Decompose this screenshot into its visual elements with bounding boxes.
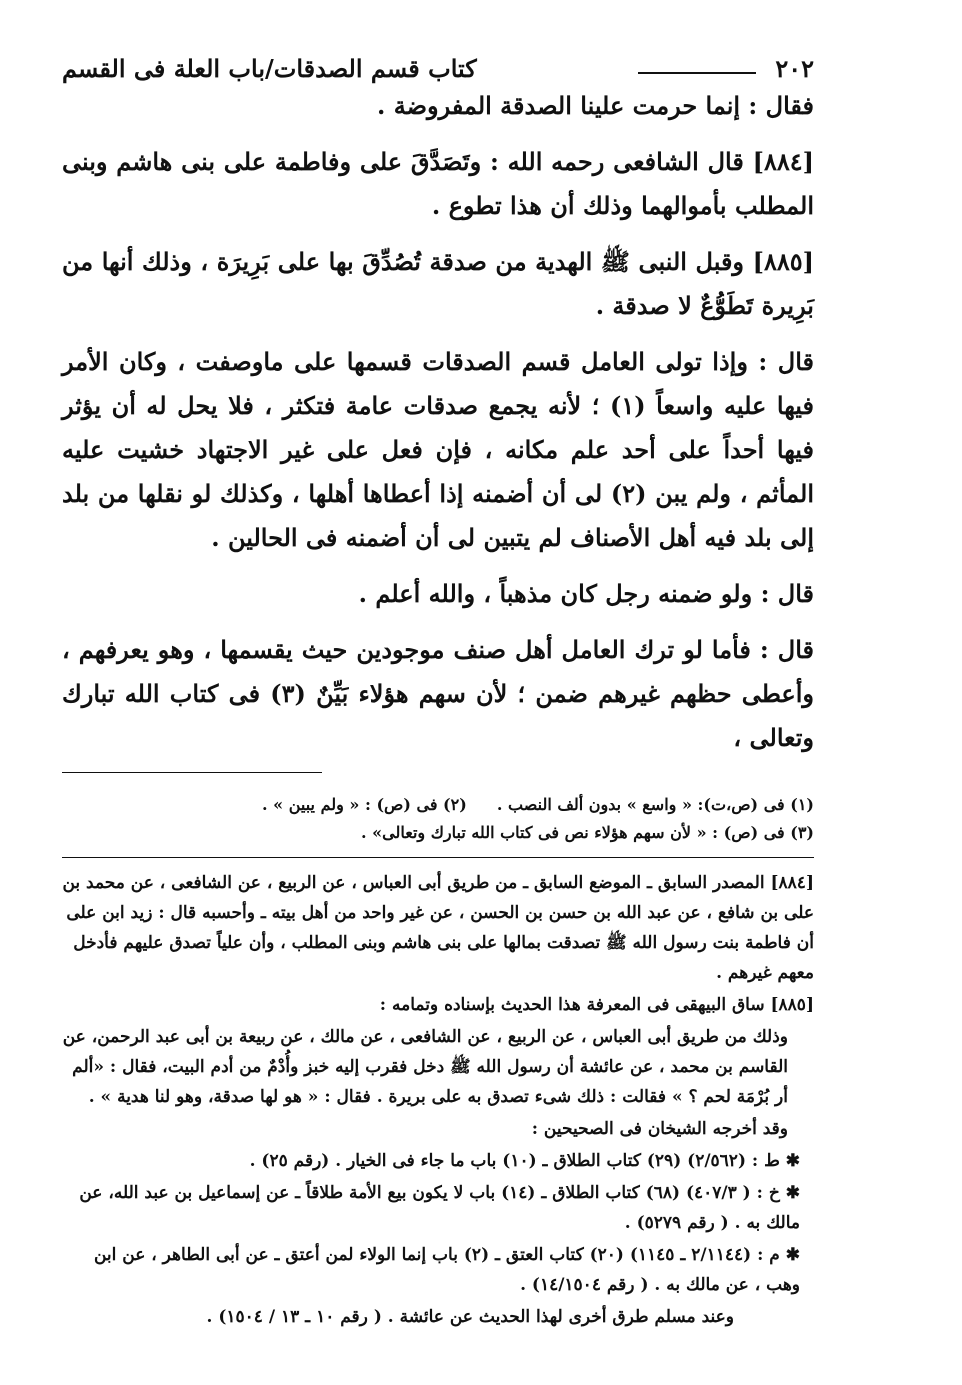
paragraph: قال : فأما لو ترك العامل أهل صنف موجودين حيث يقسمها ، وهو يعرفهم ، وأعطى حظهم غيرهم ضمن ؛ لأن سهم هؤلاء بَيِّنٌ (٣) فى كتاب الله تبارك وتعالى ،	[62, 635, 815, 752]
ref-muslim: ✱ م : (٢/١١٤٤ ـ ١١٤٥) (٢٠) كتاب العتق ـ (٢) باب إنما الولاء لمن أعتق ـ عن أبى الطاهر ، عن ابن وهب ، عن مالك به . ( رقم ١٤/١٥٠٤) .	[93, 1245, 800, 1295]
ref-muwatta: ✱ ط : (٢/٥٦٢) (٢٩) كتاب الطلاق ـ (١٠) باب ما جاء فى الخيار . (رقم ٢٥) .	[249, 1151, 800, 1171]
footnote-divider	[62, 772, 322, 773]
note-tag: [٨٨٤]	[770, 873, 814, 893]
editor-notes	[62, 868, 814, 1332]
page-header	[62, 48, 814, 84]
paragraph-lead: قال :	[759, 635, 815, 664]
main-text	[62, 84, 814, 760]
running-title: كتاب قسم الصدقات/باب العلة فى القسم	[62, 54, 477, 83]
notes-divider	[62, 857, 814, 858]
paragraph-885: [٨٨٥] وقبل النبى ﷺ الهدية من صدقة تُصُدِّقَ بها على بَرِيرَة ، وذلك أنها من بَرِيرة تَطَوُّعٌ لا صدقة .	[62, 247, 814, 320]
paragraph: قال : ولو ضمنه رجل كان مذهباً ، والله أعلم .	[358, 579, 814, 608]
book-page	[62, 48, 814, 1334]
note-tag: [٨٨٥]	[770, 995, 814, 1015]
note-885-body: وذلك من طريق أبى العباس ، عن الربيع ، عن الشافعى ، عن مالك ، عن ربيعة بن أبى عبد الرحمن، عن القاسم بن محمد ، عن عائشة أن رسول الله ﷺ دخل فقرب إليه خبز وأُدْمٌ من أدم البيت، فقال : «ألم أر بُرْمَة لحم ؟ » فقالت : ذلك شىء تصدق به على بريرة . فقال : « هو لها صدقة، وهو لنا هدية » .	[62, 1027, 788, 1107]
footnotes	[62, 791, 814, 847]
ref-muslim-other: وعند مسلم طرق أخرى لهذا الحديث عن عائشة . ( رقم ١٠ ـ ١٣ / ١٥٠٤) .	[206, 1307, 734, 1327]
page-number: ٢٠٢	[775, 54, 814, 83]
footnote-3: (٣) فى (ص) : « لأن سهم هؤلاء نص فى كتاب الله تبارك وتعالى» .	[361, 823, 814, 842]
sahihayn-line: وقد أخرجه الشيخان فى الصحيحين :	[531, 1119, 788, 1139]
paragraph-lead: [٨٨٤] قال الشافعى	[613, 147, 815, 176]
paragraph: فقال : إنما حرمت علينا الصدقة المفروضة .	[377, 91, 814, 120]
ref-bukhari: ✱ خ : ( ٤٠٧/٣) (٦٨) كتاب الطلاق ـ (١٤) باب لا يكون بيع الأمة طلاقاً ـ عن إسماعيل بن عبد الله، عن مالك به . ( رقم ٥٢٧٩) .	[79, 1183, 800, 1233]
footnote-2: (٢) فى (ص) : « ولم يبين » .	[262, 795, 467, 814]
paragraph: قال : وإذا تولى العامل قسم الصدقات قسمها على ماوصفت ، وكان الأمر فيها عليه واسعاً (١) ؛ لأنه يجمع صدقات عامة فتكثر ، فلا يحل له أن يؤثر فيها أحداً على أحد علم مكانه ، فإن فعل على غير الاجتهاد خشيت عليه المأثم ، ولم يبن (٢) لى أن أضمنه إذا أعطاها أهلها ، وكذلك لو نقلها من بلد إلى بلد فيه أهل الأصناف لم يتبين لى أن أضمنه فى الحالين .	[62, 347, 815, 552]
footnote-row	[62, 791, 814, 819]
paragraph-884: [٨٨٤] قال الشافعى رحمه الله : وتَصَدَّقَ على وفاطمة على بنى هاشم وبنى المطلب بأموالهما وذلك أن هذا تطوع .	[62, 147, 815, 220]
note-884: [٨٨٤] المصدر السابق ـ الموضع السابق ـ من طريق أبى العباس ، عن الربيع ، عن الشافعى ، عن محمد بن على بن شافع ، عن عبد الله بن حسن بن الحسن ، عن غير واحد من أهل بيته ـ وأحسبه قال : زيد ابن على أن فاطمة بنت رسول الله ﷺ تصدقت بمالها على بنى هاشم وبنى المطلب ، وأن علياً تصدق عليهم فأدخل معهم غيرهم .	[62, 873, 814, 983]
paragraph-lead: [٨٨٥]	[752, 247, 814, 276]
paragraph-lead: قال :	[758, 347, 815, 376]
paragraph-lead: قال :	[760, 579, 814, 608]
footnote-1: (١) فى (ص،ت): « واسع » بدون ألف النصب .	[496, 795, 814, 814]
header-rule	[638, 72, 756, 74]
note-885: [٨٨٥] ساق البيهقى فى المعرفة هذا الحديث بإسناده وتمامه :	[379, 995, 814, 1015]
